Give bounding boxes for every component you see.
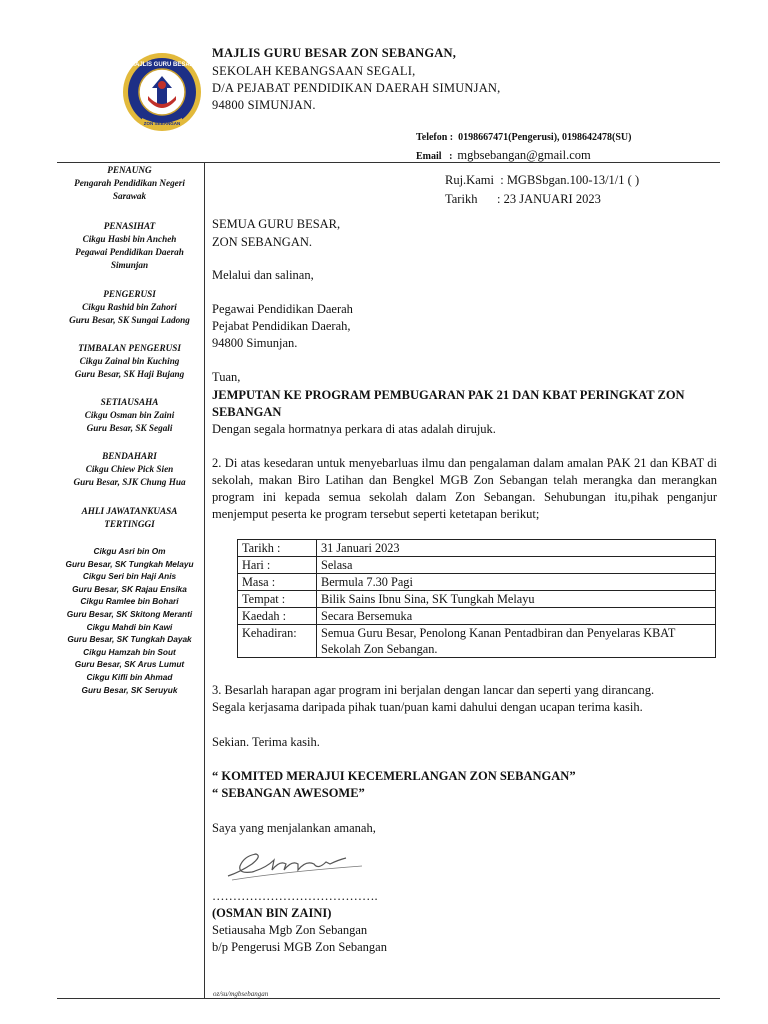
table-row <box>238 557 716 574</box>
telefon-row <box>416 132 631 143</box>
address-line-1: SEKOLAH KEBANGSAAN SEGALI, <box>212 64 416 78</box>
member-line: Cikgu Hamzah bin Sout <box>83 646 176 657</box>
member-line: Cikgu Ramlee bin Bohari <box>80 596 179 607</box>
signer-name: (OSMAN BIN ZAINI) <box>212 906 332 920</box>
member-line: Cikgu Seri bin Haji Anis <box>82 571 177 582</box>
timbalan-block <box>57 342 202 381</box>
bendahari-name: Cikgu Chiew Pick Sien <box>85 464 174 474</box>
member-line: Cikgu Asri bin Om <box>93 546 166 556</box>
via-line: Melalui dan salinan, <box>212 268 314 282</box>
member-line: Cikgu Mahdi bin Kawi <box>86 621 173 632</box>
subject-line-1: JEMPUTAN KE PROGRAM PEMBUGARAN PAK 21 DAN KBAT PERINGKAT ZON <box>212 388 685 402</box>
ruj-row <box>445 172 725 189</box>
table-row <box>238 625 716 658</box>
detail-value: 31 Januari 2023 <box>317 540 716 557</box>
detail-value: Bilik Sains Ibnu Sina, SK Tungkah Melayu <box>317 591 716 608</box>
detail-key: Kehadiran: <box>238 625 317 658</box>
table-row <box>238 591 716 608</box>
detail-value: Secara Bersemuka <box>317 608 716 625</box>
ruj-label: Ruj.Kami <box>445 173 494 187</box>
telefon-label: Telefon : <box>416 132 454 143</box>
email-row <box>416 148 591 163</box>
bendahari-role: Guru Besar, SJK Chung Hua <box>73 477 186 487</box>
member-line: Guru Besar, SK Skitong Meranti <box>66 608 193 619</box>
recipient-line-1: SEMUA GURU BESAR, <box>212 217 341 231</box>
pengerusi-role: Guru Besar, SK Sungai Ladong <box>69 315 190 325</box>
table-row <box>238 574 716 591</box>
paragraph-2: 2. Di atas kesedaran untuk menyebarluas ilmu dan pengalaman dalam amalan PAK 21 dan KBAT di sekolah, makan Biro Latihan dan Bengkel MGB Zon Sebangan telah merangka dan merangkan program ini kepada semua sekolah dalam Zon Sebangan. Sehubungan itu,pihak penganjur menjemput peserta ke program tersebut seperti ketetapan berikut; <box>212 456 717 521</box>
detail-key: Masa : <box>238 574 317 591</box>
address-line-2: D/A PEJABAT PENDIDIKAN DAERAH SIMUNJAN, <box>212 81 501 95</box>
recipient-line-2: ZON SEBANGAN. <box>212 235 312 249</box>
tarikh-row <box>445 191 725 208</box>
detail-value: Selasa <box>317 557 716 574</box>
org-name: MAJLIS GURU BESAR ZON SEBANGAN, <box>212 46 457 60</box>
salutation: Tuan, <box>212 370 241 384</box>
member-line: Guru Besar, SK Seruyuk <box>81 684 178 695</box>
paragraph-3-line-1: 3. Besarlah harapan agar program ini berjalan dengan lancar dan seperti yang dirancang. <box>212 683 655 697</box>
via-address-line-2: Pejabat Pendidikan Daerah, <box>212 319 351 333</box>
signature-dots: …………………………………. <box>212 889 378 903</box>
table-row <box>238 608 716 625</box>
member-line: Guru Besar, SK Tungkah Dayak <box>67 634 192 645</box>
motto-1: “ KOMITED MERAJUI KECEMERLANGAN ZON SEBANGAN” <box>212 769 576 783</box>
ajk-members <box>57 545 202 696</box>
table-row <box>238 540 716 557</box>
program-details-table <box>237 539 716 658</box>
paragraph-3-line-2: Segala kerjasama daripada pihak tuan/puan kami dahului dengan ucapan terima kasih. <box>212 700 643 714</box>
detail-value: Bermula 7.30 Pagi <box>317 574 716 591</box>
penaung-name: Pengarah Pendidikan Negeri Sarawak <box>74 178 185 201</box>
via-address-line-3: 94800 Simunjan. <box>212 336 298 350</box>
detail-key: Tempat : <box>238 591 317 608</box>
email-colon: : <box>449 151 453 162</box>
member-line: Guru Besar, SK Rajau Ensika <box>72 583 187 594</box>
organization-logo <box>122 52 202 132</box>
timbalan-role: Guru Besar, SK Haji Bujang <box>74 369 185 379</box>
bendahari-block <box>57 450 202 489</box>
detail-key: Kaedah : <box>238 608 317 625</box>
closing: Sekian. Terima kasih. <box>212 735 320 749</box>
paragraph-1: Dengan segala hormatnya perkara di atas adalah dirujuk. <box>212 422 496 436</box>
detail-value: Semua Guru Besar, Penolong Kanan Pentadbiran dan Penyelaras KBAT Sekolah Zon Sebangan. <box>317 625 716 658</box>
setiausaha-title: SETIAUSAHA <box>100 397 159 407</box>
motto-2: “ SEBANGAN AWESOME” <box>212 786 365 800</box>
telefon-value: 0198667471(Pengerusi), 0198642478(SU) <box>458 132 632 143</box>
email-label: Email <box>416 151 442 162</box>
bendahari-title: BENDAHARI <box>102 451 157 461</box>
email-value: mgbsebangan@gmail.com <box>457 148 591 162</box>
amanah-line: Saya yang menjalankan amanah, <box>212 821 376 835</box>
detail-key: Hari : <box>238 557 317 574</box>
timbalan-title: TIMBALAN PENGERUSI <box>78 343 181 353</box>
address-line-3: 94800 SIMUNJAN. <box>212 98 316 112</box>
ajk-title: AHLI JAWATANKUASA TERTINGGI <box>81 506 178 529</box>
member-line: Guru Besar, SK Arus Lumut <box>74 659 185 670</box>
member-line: Guru Besar, SK Tungkah Melayu <box>65 558 194 569</box>
signer-role-1: Setiausaha Mgb Zon Sebangan <box>212 923 368 937</box>
pengerusi-name: Cikgu Rashid bin Zahori <box>82 302 177 312</box>
handwritten-signature <box>222 842 372 884</box>
signer-role-2: b/p Pengerusi MGB Zon Sebangan <box>212 940 387 954</box>
setiausaha-role: Guru Besar, SK Segali <box>86 423 173 433</box>
tarikh-label: Tarikh <box>445 192 478 206</box>
header-divider <box>57 162 720 163</box>
penaung-title: PENAUNG <box>107 165 152 175</box>
penasihat-name: Cikgu Hasbi bin Ancheh <box>82 234 177 244</box>
penasihat-role: Pegawai Pendidikan Daerah Simunjan <box>75 247 184 270</box>
pengerusi-title: PENGERUSI <box>103 289 156 299</box>
setiausaha-name: Cikgu Osman bin Zaini <box>84 410 175 420</box>
sidebar-divider <box>204 162 205 998</box>
penasihat-title: PENASIHAT <box>103 221 156 231</box>
penasihat-block <box>57 220 202 272</box>
tarikh-value: : 23 JANUARI 2023 <box>497 192 601 206</box>
ruj-value: : MGBSbgan.100-13/1/1 ( ) <box>500 173 640 187</box>
logo-bottom-text: ZON SEBANGAN <box>143 121 181 126</box>
penaung-block <box>57 164 202 203</box>
footer-divider <box>57 998 720 999</box>
via-address-line-1: Pegawai Pendidikan Daerah <box>212 302 353 316</box>
subject-line-2: SEBANGAN <box>212 405 282 419</box>
logo-top-text: MAJLIS GURU BESAR <box>129 62 195 68</box>
pengerusi-block <box>57 288 202 327</box>
timbalan-name: Cikgu Zainal bin Kuching <box>79 356 180 366</box>
footer-reference: oz/su/mgbsebangan <box>213 990 269 998</box>
member-line: Cikgu Kifli bin Ahmad <box>86 671 173 682</box>
setiausaha-block <box>57 396 202 435</box>
detail-key: Tarikh : <box>238 540 317 557</box>
